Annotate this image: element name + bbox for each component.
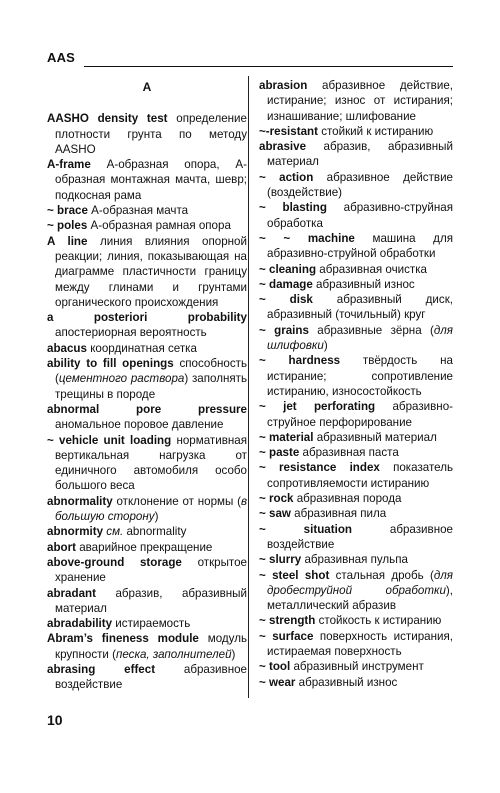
dictionary-entry [47,494,247,525]
headword: ~ slurry [259,553,302,567]
headword: ~ cleaning [259,262,317,276]
headword: ~ resistance index [259,461,380,475]
dictionary-entry [259,292,453,323]
headword: A-frame [47,158,91,172]
dictionary-entry [259,124,453,139]
dictionary-entry [259,399,453,430]
headword: ~ strength [259,614,316,628]
dictionary-entry [47,234,247,310]
dictionary-entry [259,323,453,354]
headword: ~ jet perforating [259,400,376,414]
definition-tail: ) [231,647,236,661]
definition: абразивное воздействие [55,662,247,692]
definition: способность ( [55,357,247,386]
headword: abnormity [47,525,104,539]
headword: ~ rock [259,492,294,506]
dictionary-entry [47,341,247,356]
headword: abacus [47,341,87,355]
dictionary-entry [47,540,247,555]
definition: абразивная очистка [316,262,427,276]
definition: абразивный диск, абразивный (точильный) круг [267,293,453,322]
definition-tail: ) [154,510,159,524]
definition: абразивная пила [290,507,387,521]
definition: показатель сопротивляемости истиранию [267,461,454,490]
definition: машина для абразивно-струйной обработки [267,231,453,261]
definition: абразивное действие, истирание; износ от истирания; изнашивание; шлифование [267,79,453,123]
definition: А-образная рамная опора [87,219,231,233]
dictionary-entry [259,552,453,567]
headword: abradability [47,617,113,631]
right-entry-list [259,78,453,690]
headword: above-ground storage [47,555,182,569]
headword: ~ surface [259,629,314,643]
headword: ~ poles [47,219,88,233]
italic-note: см. [106,525,124,539]
dictionary-entry [259,170,453,201]
dictionary-entry [259,491,453,506]
definition: абразивно-струйная обработка [267,201,453,230]
dictionary-entry [259,568,453,614]
headword: ~ material [259,430,314,444]
headword: ~ situation [259,522,352,536]
dictionary-entry [259,353,453,399]
definition-tail: ), металлический абразив [267,583,453,613]
left-column [47,78,247,693]
headword: ~ ~ machine [259,231,355,245]
definition: А-образная опора, А-образная монтажная мачта, шевр; подкосная рама [55,158,247,202]
dictionary-entry [47,356,247,402]
dictionary-entry [259,506,453,521]
headword: ~ saw [259,507,291,521]
definition-tail: ) заполнять трещины в породе [55,372,247,401]
headword: ~ grains [259,323,309,337]
headword: ~ paste [259,446,300,460]
left-entry-list [47,111,247,692]
definition: определение плотности грунта по методу AASHO [55,112,247,156]
definition: абразивный износ [295,675,398,689]
dictionary-entry [259,277,453,292]
headword: ~ tool [259,660,291,674]
definition: аномальное поровое давление [55,418,224,432]
headword: A line [47,234,88,248]
italic-note: в большую сторону [55,494,247,524]
headword: abradant [47,586,96,600]
dictionary-entry [47,218,247,233]
definition: абразивно-струйное перфорирование [267,400,453,429]
dictionary-entry [259,613,453,628]
definition: апостериорная вероятность [55,326,207,340]
definition: абразивный износ [312,277,415,291]
headword: ~ damage [259,277,313,291]
dictionary-entry [259,78,453,124]
dictionary-entry [259,430,453,445]
headword: ~ hardness [259,354,341,368]
section-letter: A [142,80,152,94]
headword: ~ brace [47,204,88,218]
definition: абразивный инструмент [290,660,424,674]
dictionary-entry [259,445,453,460]
column-divider [248,76,249,698]
dictionary-entry [47,433,247,494]
dictionary-entry [47,631,247,662]
dictionary-entry [47,586,247,617]
definition: истираемость [112,617,191,631]
headword: ~ vehicle unit loading [47,433,172,447]
definition: абразив, абразивный материал [55,586,247,615]
dictionary-entry [47,662,247,693]
dictionary-entry [47,310,247,341]
dictionary-entry [259,262,453,277]
page-number: 10 [47,712,63,728]
definition: абразивные зёрна ( [308,323,434,337]
dictionary-entry [259,200,453,231]
headword: Abram’s fineness module [47,632,199,646]
headword: abrasive [259,140,307,154]
definition: отклонение от нормы ( [112,494,241,508]
headword: AASHO density test [47,112,168,126]
definition: координатная сетка [86,341,197,355]
definition: абразивное воздействие [267,522,453,551]
definition: аварийное прекращение [75,540,213,554]
definition: стойкость к истиранию [315,614,442,628]
italic-note: для дробеструйной обработки [267,568,453,597]
dictionary-entry [259,659,453,674]
italic-note: для шлифовки [267,323,453,353]
dictionary-entry [47,524,247,539]
headword: abnormality [47,494,113,508]
definition: линия влияния опорной реакции; линия, показывающая на диаграмме пластичности границу между глинами и грунтами органического происхождения [55,234,247,309]
definition: абразивное действие (воздействие) [267,170,453,200]
headword: ~ steel shot [259,568,330,582]
definition: открытое хранение [55,555,247,585]
dictionary-entry [47,203,247,218]
definition-tail: ) [323,339,328,353]
dictionary-entry [47,555,247,586]
headword: ~ wear [259,675,296,689]
dictionary-entry [259,460,453,491]
headword: ~ disk [259,293,313,307]
dictionary-entry [47,157,247,203]
dictionary-entry [47,616,247,631]
italic-note: цементного раствора [58,372,185,386]
definition: абразивная порода [293,492,402,506]
definition: нормативная вертикальная нагрузка от единичного автомобиля особо большого веса [55,433,247,493]
dictionary-entry [47,111,247,157]
definition: твёрдость на истирание; сопротивление истиранию, износостойкость [267,354,453,398]
dictionary-entry [259,629,453,660]
header-rule [84,66,453,67]
dictionary-entry [259,522,453,553]
definition: абразивная пульпа [301,553,408,567]
definition-tail: abnormality [123,525,187,539]
headword: ~ blasting [259,201,327,215]
headword: a posteriori probability [47,311,247,325]
headword: ~ action [259,170,314,184]
italic-note: песка, заполнителей [115,647,232,661]
right-column [259,78,453,690]
definition: абразив, абразивный материал [267,140,453,169]
headword: abort [47,540,76,554]
definition: модуль крупности ( [55,632,247,661]
headword: abnormal pore pressure [47,402,247,416]
definition: А-образная мачта [87,204,189,218]
running-head: AAS [47,50,76,65]
definition: стойкий к истиранию [317,124,434,138]
headword: abrasing effect [47,662,156,676]
dictionary-entry [259,139,453,170]
headword: ~-resistant [259,124,318,138]
definition: поверхность истирания, истираемая поверхность [267,629,453,658]
definition: абразивный материал [313,430,437,444]
dictionary-entry [259,675,453,690]
dictionary-entry [47,402,247,433]
definition: стальная дробь ( [329,568,434,582]
headword: abrasion [259,79,308,92]
headword: ability to fill openings [47,357,174,371]
dictionary-entry [259,231,453,262]
definition: абразивная паста [299,446,399,460]
